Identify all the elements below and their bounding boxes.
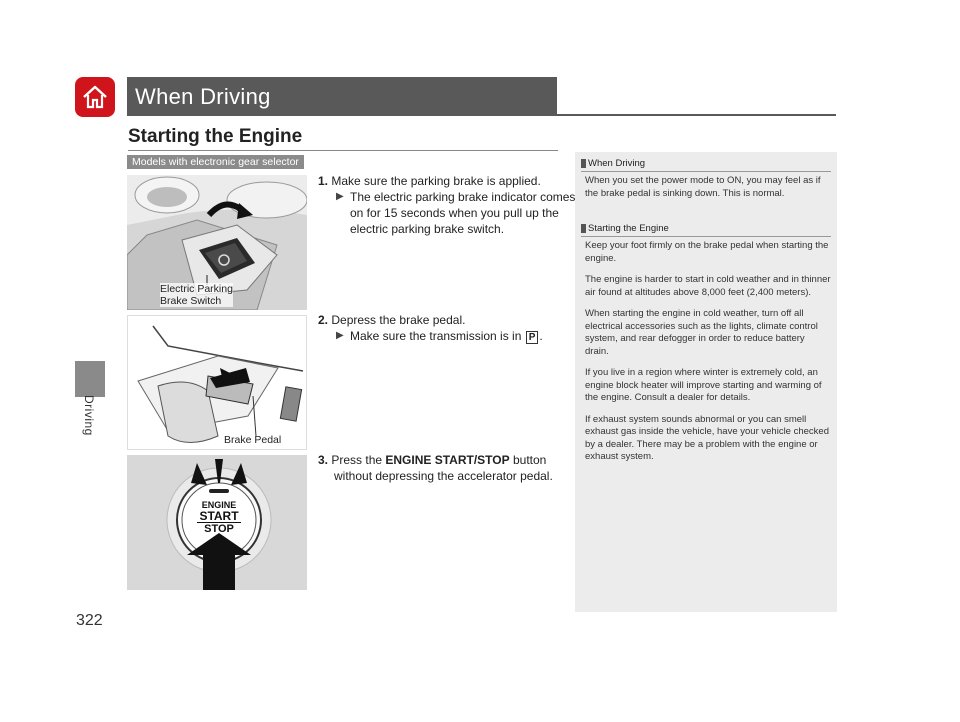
note-paragraph: If exhaust system sounds abnormal or you can smell exhaust gas inside the vehicle, have your vehicle checked by a dealer. There may be a problem with the engine or exhaust system. <box>585 413 829 462</box>
note-body <box>585 175 831 209</box>
home-icon <box>81 83 109 111</box>
note-title: When Driving <box>588 158 646 169</box>
note-heading <box>581 158 645 169</box>
chapter-tab[interactable] <box>75 361 105 397</box>
heading-rule <box>128 150 558 151</box>
step-number: 1. <box>318 174 329 188</box>
step-text-bold: ENGINE START/STOP <box>385 453 510 467</box>
note-marker-icon <box>581 224 586 233</box>
arrow-icon: ▶ <box>336 330 344 341</box>
note-marker-icon <box>581 159 586 168</box>
brake-pedal-illustration <box>128 316 306 449</box>
engine-button-line: START <box>197 510 241 523</box>
note-heading <box>581 223 669 234</box>
notes-panel <box>575 152 837 612</box>
page-number: 322 <box>76 612 103 629</box>
step-text: button without depressing the accelerator pedal. <box>334 453 553 483</box>
figure-brake-pedal <box>127 315 307 450</box>
figure-label-brake-pedal: Brake Pedal <box>224 434 282 446</box>
figure-label-line: Brake Switch <box>160 295 222 307</box>
page-title-band <box>127 77 557 115</box>
note-paragraph: Keep your foot firmly on the brake pedal when starting the engine. <box>585 240 829 264</box>
step-text: Press the <box>331 453 386 467</box>
note-rule <box>581 171 831 172</box>
step-number: 2. <box>318 313 329 327</box>
step-number: 3. <box>318 453 329 467</box>
note-body <box>585 240 831 473</box>
substep-text: Make sure the transmission is in <box>350 329 525 343</box>
page-title: When Driving <box>135 84 271 109</box>
gear-p-indicator: P <box>526 331 539 344</box>
note-paragraph: When starting the engine in cold weather, turn off all electrical accessories such as the lights, climate control system, and rear defogger in order to reduce battery drain. <box>585 308 818 357</box>
figure-engine-start-button <box>127 455 307 590</box>
figure-label-parking-brake <box>160 283 233 307</box>
engine-button-line: STOP <box>204 523 234 535</box>
step-text: Make sure the parking brake is applied. <box>331 174 541 188</box>
step-2 <box>318 312 578 344</box>
title-rule <box>127 114 836 116</box>
engine-button-line: ENGINE <box>201 500 237 510</box>
note-paragraph: If you live in a region where winter is extremely cold, an engine block heater will improve starting and warming of the engine. Consult a dealer for details. <box>585 367 822 403</box>
note-paragraph: The engine is harder to start in cold weather and in thinner air found at altitudes above 8,000 feet (2,400 meters). <box>585 274 831 298</box>
note-paragraph: When you set the power mode to ON, you may feel as if the brake pedal is sinking down. This is normal. <box>585 175 821 199</box>
home-button[interactable] <box>75 77 115 117</box>
section-heading: Starting the Engine <box>128 126 303 147</box>
note-rule <box>581 236 831 237</box>
step-substep <box>334 328 578 344</box>
substep-text: . <box>539 329 543 343</box>
substep-text: The electric parking brake indicator comes on for 15 seconds when you pull up the electric parking brake switch. <box>350 190 576 236</box>
figure-label-line: Electric Parking <box>160 283 233 295</box>
model-tag: Models with electronic gear selector <box>127 155 304 169</box>
chapter-label: Driving <box>82 395 96 436</box>
step-substep <box>334 189 576 237</box>
note-title: Starting the Engine <box>588 223 669 234</box>
step-3 <box>318 452 578 484</box>
step-1 <box>318 173 578 237</box>
engine-button-text <box>197 500 241 535</box>
step-text: Depress the brake pedal. <box>331 313 466 327</box>
figure-parking-brake <box>127 175 307 310</box>
arrow-icon: ▶ <box>336 191 344 202</box>
